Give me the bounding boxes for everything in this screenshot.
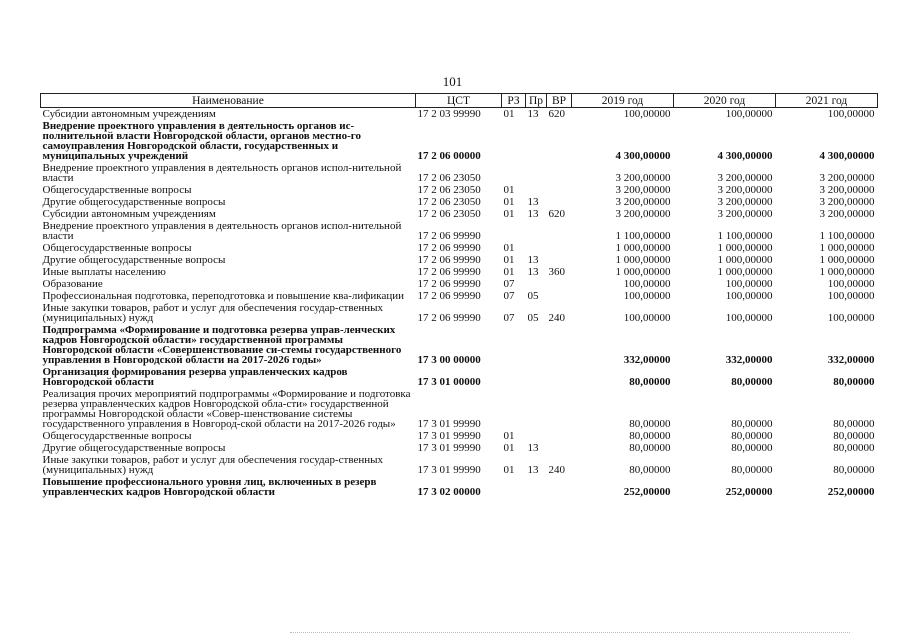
cell-name: Внедрение проектного управления в деятельность органов ис-полнительной власти Новгородской области, органов местно-го самоуправления Новгородской области, государственных и муниципальных учреждений <box>42 120 361 162</box>
cell-y2020: 80,00000 <box>731 376 773 388</box>
cell-pr <box>526 366 547 388</box>
cell-y2019: 332,00000 <box>623 354 671 366</box>
cell-pr: 05 <box>527 312 539 324</box>
cell-rz <box>502 476 526 498</box>
cell-y2019: 3 200,00000 <box>615 184 671 196</box>
cell-y2020: 100,00000 <box>725 278 773 290</box>
header-pr: Пр <box>526 94 547 108</box>
cell-pr: 13 <box>527 196 539 208</box>
cell-name: Другие общегосударственные вопросы <box>42 254 226 266</box>
table-row <box>41 254 878 266</box>
cell-y2021: 80,00000 <box>833 376 875 388</box>
header-2019: 2019 год <box>572 94 674 108</box>
cell-vr <box>547 366 572 388</box>
cell-y2021: 80,00000 <box>833 442 875 454</box>
cell-cst: 17 2 06 99990 <box>417 242 481 254</box>
cell-name: Повышение профессионального уровня лиц, включенных в резерв управленческих кадров Новгородской области <box>42 476 377 498</box>
cell-rz: 01 <box>503 242 515 254</box>
cell-cst: 17 2 06 99990 <box>417 266 481 278</box>
cell-cst: 17 2 06 99990 <box>417 278 481 290</box>
cell-rz: 01 <box>503 464 515 476</box>
cell-name: Иные закупки товаров, работ и услуг для обеспечения государ-ственных (муниципальных) нужд <box>42 454 384 476</box>
cell-vr <box>547 242 572 254</box>
cell-y2019: 252,00000 <box>623 486 671 498</box>
table-row <box>41 324 878 366</box>
cell-rz <box>502 120 526 162</box>
cell-y2021: 4 300,00000 <box>819 150 875 162</box>
cell-vr: 620 <box>548 108 565 120</box>
cell-y2021: 1 000,00000 <box>819 242 875 254</box>
cell-cst: 17 3 01 99990 <box>417 442 481 454</box>
cell-cst: 17 2 03 99990 <box>417 108 481 120</box>
cell-rz: 01 <box>503 430 515 442</box>
table-row <box>41 442 878 454</box>
cell-name: Другие общегосударственные вопросы <box>42 442 226 454</box>
cell-name: Внедрение проектного управления в деятельность органов испол-нительной власти <box>42 220 402 242</box>
cell-vr <box>547 442 572 454</box>
cell-y2021: 100,00000 <box>827 108 875 120</box>
table-row <box>41 430 878 442</box>
table-row <box>41 220 878 242</box>
cell-y2019: 80,00000 <box>629 464 671 476</box>
table-row <box>41 196 878 208</box>
cell-cst: 17 2 06 99990 <box>417 254 481 266</box>
cell-y2021: 3 200,00000 <box>819 184 875 196</box>
cell-rz: 01 <box>503 184 515 196</box>
cell-rz: 01 <box>503 442 515 454</box>
cell-pr <box>526 120 547 162</box>
cell-cst: 17 2 06 23050 <box>417 208 481 220</box>
cell-cst: 17 3 02 00000 <box>417 486 481 498</box>
cell-pr <box>526 220 547 242</box>
cell-y2020: 3 200,00000 <box>717 196 773 208</box>
cell-y2021: 80,00000 <box>833 418 875 430</box>
cell-cst: 17 2 06 23050 <box>417 172 481 184</box>
table-row <box>41 388 878 430</box>
cell-y2019: 80,00000 <box>629 376 671 388</box>
cell-vr <box>547 324 572 366</box>
cell-y2020: 100,00000 <box>725 108 773 120</box>
cell-cst: 17 3 01 00000 <box>417 376 481 388</box>
cell-y2021: 1 000,00000 <box>819 254 875 266</box>
table-row <box>41 162 878 184</box>
cell-y2019: 1 000,00000 <box>615 254 671 266</box>
cell-y2021: 252,00000 <box>827 486 875 498</box>
table-row <box>41 454 878 476</box>
table-row <box>41 366 878 388</box>
cell-y2021: 100,00000 <box>827 278 875 290</box>
table-row <box>41 242 878 254</box>
cell-y2019: 100,00000 <box>623 290 671 302</box>
cell-y2021: 100,00000 <box>827 312 875 324</box>
cell-name: Общегосударственные вопросы <box>42 184 192 196</box>
cell-y2021: 3 200,00000 <box>819 196 875 208</box>
header-cst: ЦСТ <box>416 94 502 108</box>
cell-name: Общегосударственные вопросы <box>42 430 192 442</box>
cell-cst: 17 3 01 99990 <box>417 464 481 476</box>
cell-name: Субсидии автономным учреждениям <box>42 208 216 220</box>
cell-name: Внедрение проектного управления в деятельность органов испол-нительной власти <box>42 162 402 184</box>
cell-vr: 240 <box>548 312 565 324</box>
cell-y2020: 1 100,00000 <box>717 230 773 242</box>
cell-y2019: 80,00000 <box>629 430 671 442</box>
cell-y2019: 100,00000 <box>623 108 671 120</box>
cell-y2019: 3 200,00000 <box>615 208 671 220</box>
cell-pr: 13 <box>527 208 539 220</box>
cell-rz: 07 <box>503 278 515 290</box>
cell-y2019: 100,00000 <box>623 278 671 290</box>
cell-y2020: 3 200,00000 <box>717 208 773 220</box>
cell-name: Образование <box>42 278 103 290</box>
cell-rz: 01 <box>503 196 515 208</box>
cell-vr <box>547 120 572 162</box>
cell-cst: 17 2 06 99990 <box>417 290 481 302</box>
cell-cst: 17 3 00 00000 <box>417 354 481 366</box>
table-body <box>41 108 878 499</box>
cell-pr: 13 <box>527 108 539 120</box>
cell-rz: 01 <box>503 254 515 266</box>
cell-y2021: 80,00000 <box>833 430 875 442</box>
cell-pr: 13 <box>527 254 539 266</box>
cell-y2020: 3 200,00000 <box>717 184 773 196</box>
cell-cst: 17 3 01 99990 <box>417 418 481 430</box>
header-2021: 2021 год <box>776 94 878 108</box>
cell-y2019: 80,00000 <box>629 442 671 454</box>
cell-vr <box>547 278 572 290</box>
cell-y2020: 3 200,00000 <box>717 172 773 184</box>
table-row <box>41 290 878 302</box>
cell-name: Другие общегосударственные вопросы <box>42 196 226 208</box>
cell-pr: 13 <box>527 464 539 476</box>
cell-pr: 13 <box>527 442 539 454</box>
cell-vr: 620 <box>548 208 565 220</box>
cell-vr <box>547 196 572 208</box>
cell-cst: 17 2 06 23050 <box>417 196 481 208</box>
cell-vr <box>547 184 572 196</box>
cell-name: Подпрограмма «Формирование и подготовка резерва управ-ленческих кадров Новгородской области» государственной программы Новгородской области «Совершенствование си-стемы государственного управления в Новгородской области на 2017-2026 годы» <box>42 324 402 366</box>
cell-rz <box>502 162 526 184</box>
cell-rz: 01 <box>503 108 515 120</box>
cell-y2020: 1 000,00000 <box>717 254 773 266</box>
cell-y2020: 4 300,00000 <box>717 150 773 162</box>
cell-name: Субсидии автономным учреждениям <box>42 108 216 120</box>
cell-y2020: 80,00000 <box>731 442 773 454</box>
cell-pr <box>526 476 547 498</box>
cell-vr <box>547 476 572 498</box>
cell-rz: 01 <box>503 266 515 278</box>
cell-y2021: 1 100,00000 <box>819 230 875 242</box>
table-row <box>41 302 878 324</box>
cell-pr <box>526 184 547 196</box>
page-number: 101 <box>442 74 463 89</box>
cell-y2021: 3 200,00000 <box>819 208 875 220</box>
table-row <box>41 120 878 162</box>
cell-y2019: 3 200,00000 <box>615 196 671 208</box>
cell-pr <box>526 242 547 254</box>
cell-name: Организация формирования резерва управленческих кадров Новгородской области <box>42 366 348 388</box>
table-row <box>41 278 878 290</box>
cell-y2019: 4 300,00000 <box>615 150 671 162</box>
cell-pr <box>526 324 547 366</box>
cell-cst: 17 2 06 99990 <box>417 230 481 242</box>
cell-name: Реализация прочих мероприятий подпрограммы «Формирование и подготовка резерва управленческих кадров Новгородской обла-сти» государственной программы Новгородской области «Совер-шенствование системы государственного управления в Новгород-ской области на 2017-2026 годы» <box>42 388 411 430</box>
cell-vr <box>547 254 572 266</box>
cell-cst: 17 2 06 00000 <box>417 150 481 162</box>
header-rz: РЗ <box>502 94 526 108</box>
cell-y2020: 1 000,00000 <box>717 266 773 278</box>
cell-y2020: 100,00000 <box>725 290 773 302</box>
cell-y2021: 100,00000 <box>827 290 875 302</box>
header-name: Наименование <box>41 94 416 108</box>
cell-y2020: 80,00000 <box>731 418 773 430</box>
table-row <box>41 266 878 278</box>
cell-vr: 360 <box>548 266 565 278</box>
cell-y2020: 80,00000 <box>731 464 773 476</box>
table-row <box>41 184 878 196</box>
cell-pr <box>526 278 547 290</box>
header-2020: 2020 год <box>674 94 776 108</box>
cell-y2021: 1 000,00000 <box>819 266 875 278</box>
cell-rz <box>502 366 526 388</box>
budget-table <box>40 93 878 498</box>
cell-rz: 07 <box>503 312 515 324</box>
cell-y2020: 332,00000 <box>725 354 773 366</box>
cell-cst: 17 2 06 99990 <box>417 312 481 324</box>
cell-y2019: 1 000,00000 <box>615 266 671 278</box>
cell-y2020: 80,00000 <box>731 430 773 442</box>
table-row <box>41 108 878 121</box>
cell-name: Профессиональная подготовка, переподготовка и повышение ква-лификации <box>42 290 404 302</box>
cell-y2020: 100,00000 <box>725 312 773 324</box>
cell-rz <box>502 220 526 242</box>
cell-rz: 01 <box>503 208 515 220</box>
cell-vr <box>547 388 572 430</box>
cell-vr <box>547 220 572 242</box>
cell-y2021: 3 200,00000 <box>819 172 875 184</box>
cell-name: Иные выплаты населению <box>42 266 166 278</box>
cell-y2021: 80,00000 <box>833 464 875 476</box>
table-row <box>41 208 878 220</box>
cell-y2019: 3 200,00000 <box>615 172 671 184</box>
cell-y2019: 1 000,00000 <box>615 242 671 254</box>
cell-rz <box>502 324 526 366</box>
cell-rz: 07 <box>503 290 515 302</box>
table-header-row <box>41 94 878 108</box>
cell-y2020: 1 000,00000 <box>717 242 773 254</box>
header-vr: ВР <box>547 94 572 108</box>
cell-name: Иные закупки товаров, работ и услуг для обеспечения государ-ственных (муниципальных) нужд <box>42 302 384 324</box>
cell-pr <box>526 162 547 184</box>
cell-y2019: 100,00000 <box>623 312 671 324</box>
cell-pr: 05 <box>527 290 539 302</box>
cell-cst: 17 2 06 23050 <box>417 184 481 196</box>
cell-pr <box>526 388 547 430</box>
cell-vr <box>547 162 572 184</box>
cell-vr <box>547 430 572 442</box>
scan-artifact-line <box>290 632 850 634</box>
cell-pr: 13 <box>527 266 539 278</box>
cell-name: Общегосударственные вопросы <box>42 242 192 254</box>
cell-vr: 240 <box>548 464 565 476</box>
cell-pr <box>526 430 547 442</box>
cell-vr <box>547 290 572 302</box>
cell-y2019: 1 100,00000 <box>615 230 671 242</box>
cell-cst: 17 3 01 99990 <box>417 430 481 442</box>
cell-y2021: 332,00000 <box>827 354 875 366</box>
cell-y2020: 252,00000 <box>725 486 773 498</box>
cell-y2019: 80,00000 <box>629 418 671 430</box>
cell-rz <box>502 388 526 430</box>
table-row <box>41 476 878 498</box>
